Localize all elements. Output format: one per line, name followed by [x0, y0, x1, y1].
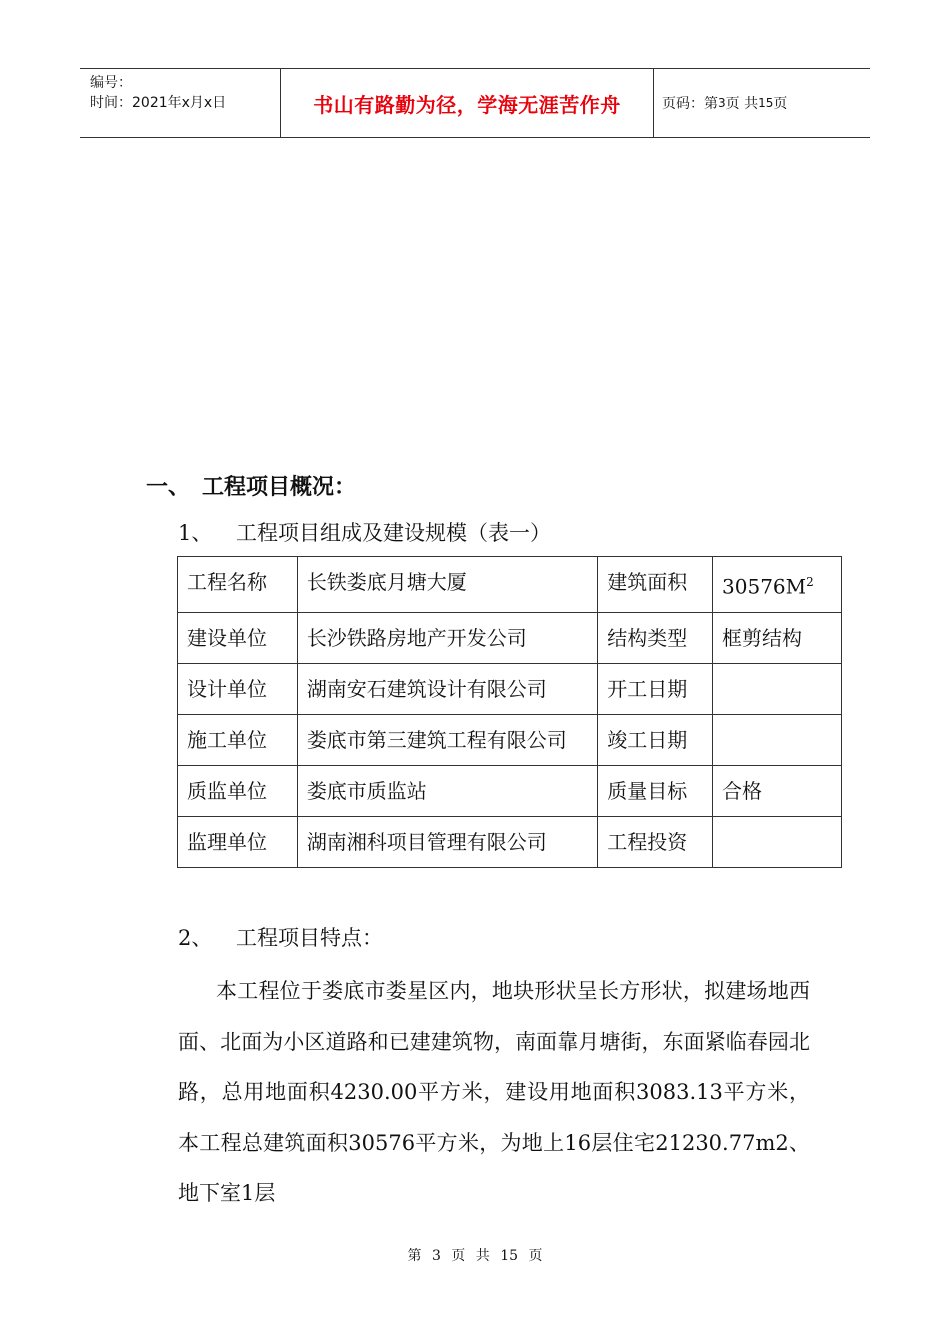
table-row	[178, 612, 842, 663]
table-cell-value: 湖南湘科项目管理有限公司	[297, 816, 597, 867]
subsection-heading-2	[178, 922, 383, 952]
table-cell-value: 娄底市质监站	[297, 765, 597, 816]
subsection-title-2: 工程项目特点：	[236, 926, 383, 950]
time-label: 时间：2021年x月x日	[90, 95, 227, 111]
page-end: 页	[773, 96, 788, 112]
section-heading	[146, 470, 356, 501]
table-cell-value: 娄底市第三建筑工程有限公司	[297, 714, 597, 765]
table-row	[178, 816, 842, 867]
table-cell-label: 质量目标	[598, 765, 713, 816]
table-cell-label: 结构类型	[598, 612, 713, 663]
section-number: 一、	[146, 475, 191, 500]
table-cell-value: 长沙铁路房地产开发公司	[297, 612, 597, 663]
subsection-number-1: 1、	[178, 521, 213, 545]
section-title: 工程项目概况：	[202, 475, 357, 500]
table-cell-label: 建设单位	[178, 612, 298, 663]
table-cell-label: 施工单位	[178, 714, 298, 765]
header-motto: 书山有路勤为径，学海无涯苦作舟	[313, 92, 621, 117]
number-label: 编号：	[90, 75, 132, 91]
area-value: 30576M	[722, 574, 807, 599]
table-row	[178, 663, 842, 714]
table-cell-value	[713, 663, 842, 714]
page-current: 3	[718, 96, 726, 110]
table-cell-value	[713, 714, 842, 765]
table-cell-value: 长铁娄底月塘大厦	[297, 557, 597, 613]
table-cell-label: 建筑面积	[598, 557, 713, 613]
subsection-title-1: 工程项目组成及建设规模（表一）	[236, 521, 551, 545]
table-cell-label: 质监单位	[178, 765, 298, 816]
header-page-info	[654, 69, 870, 137]
table-row	[178, 714, 842, 765]
table-row	[178, 557, 842, 613]
page-label: 页码：第	[662, 96, 718, 112]
table-cell-label: 监理单位	[178, 816, 298, 867]
area-superscript: 2	[806, 575, 814, 589]
page-total: 15	[758, 96, 774, 110]
page-footer: 第 3 页 共 15 页	[407, 1248, 543, 1264]
header-meta	[80, 69, 281, 137]
table-cell-value: 湖南安石建筑设计有限公司	[297, 663, 597, 714]
table-row	[178, 765, 842, 816]
header-motto-cell	[281, 69, 654, 137]
document-header	[80, 68, 870, 138]
page-mid: 页 共	[725, 96, 759, 112]
table-cell-value: 合格	[713, 765, 842, 816]
table-cell-label: 开工日期	[598, 663, 713, 714]
table-cell-value	[713, 557, 842, 613]
table-cell-label: 工程名称	[178, 557, 298, 613]
table-cell-label: 工程投资	[598, 816, 713, 867]
table-cell-value: 框剪结构	[713, 612, 842, 663]
subsection-heading-1	[178, 517, 551, 547]
table-cell-value	[713, 816, 842, 867]
table-cell-label: 设计单位	[178, 663, 298, 714]
table-cell-label: 竣工日期	[598, 714, 713, 765]
project-info-table	[177, 556, 842, 868]
project-description-paragraph: 本工程位于娄底市娄星区内，地块形状呈长方形状，拟建场地西面、北面为小区道路和已建建筑物，南面靠月塘街，东面紧临春园北路，总用地面积4230.00平方米，建设用地面积3083.13平方米，本工程总建筑面积30576平方米，为地上16层住宅21230.77m2、地下室1层	[178, 979, 810, 1205]
subsection-number-2: 2、	[178, 926, 213, 950]
